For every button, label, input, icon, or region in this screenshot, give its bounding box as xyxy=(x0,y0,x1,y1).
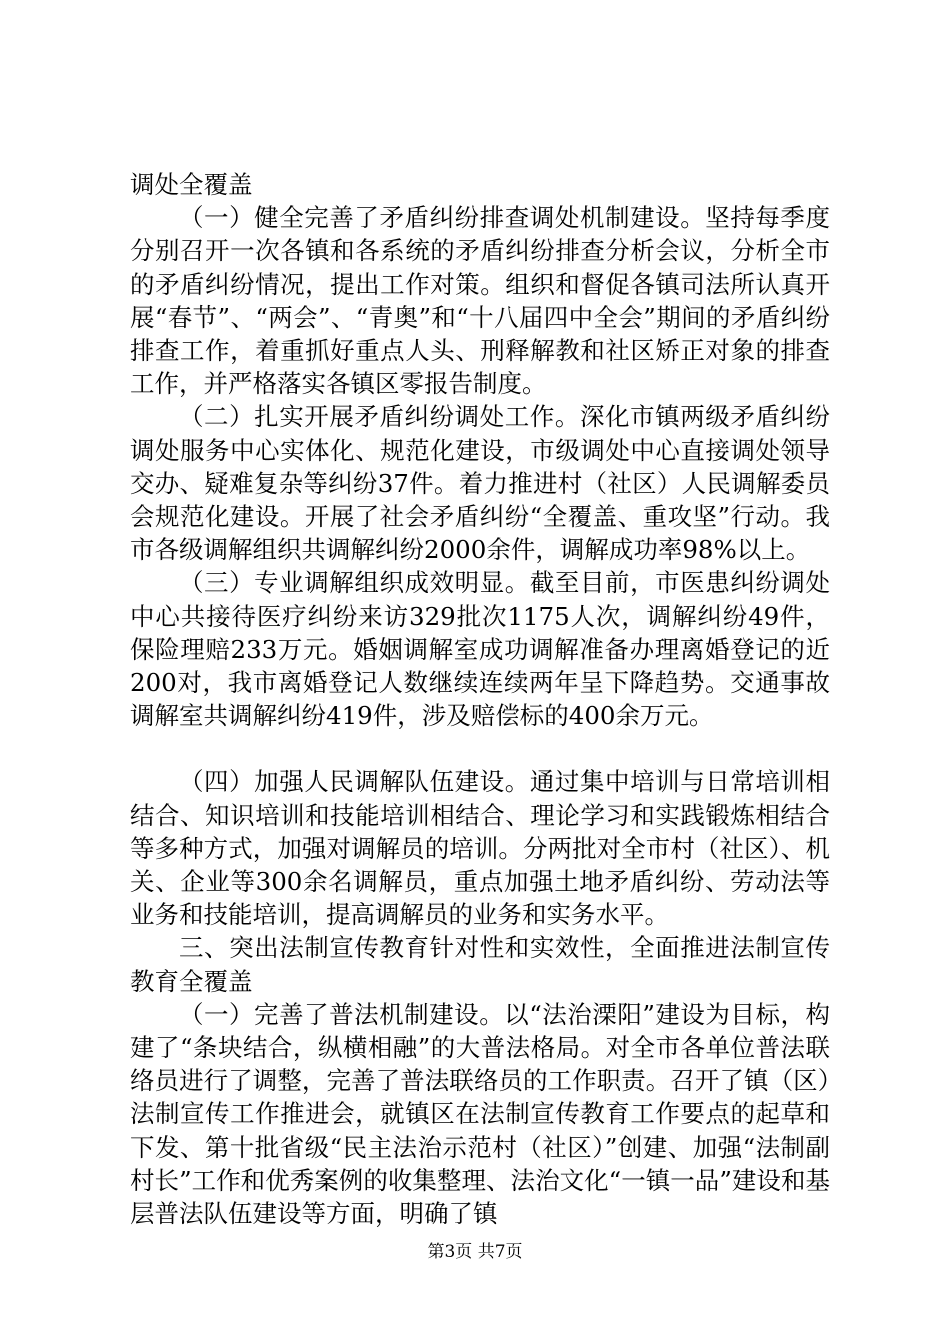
paragraph-heading-continuation: 调处全覆盖 xyxy=(130,170,253,199)
paragraph-legal-mechanism: （一）完善了普法机制建设。以“法治溧阳”建设为目标，构建了“条块结合，纵横相融”的大普法格局。对全市各单位普法联络员进行了调整，完善了普法联络员的工作职责。召开了镇（区）法制宣传工作推进会，就镇区在法制宣传教育工作要点的起草和下发、第十批省级“民主法治示范村（社区）”创建、加强“法制副村长”工作和优秀案例的收集整理、法治文化“一镇一品”建设和基层普法队伍建设等方面，明确了镇 xyxy=(130,999,830,1229)
page-number-footer: 第3页 共7页 xyxy=(427,1242,523,1262)
paragraph-gap xyxy=(130,732,830,765)
section-heading-legal-education: 三、突出法制宣传教育针对性和实效性，全面推进法制宣传教育全覆盖 xyxy=(130,933,830,996)
paragraph-mediator-team: （四）加强人民调解队伍建设。通过集中培训与日常培训相结合、知识培训和技能培训相结合、理论学习和实践锻炼相结合等多种方式，加强对调解员的培训。分两批对全市村（社区）、机关、企业等300余名调解员，重点加强土地矛盾纠纷、劳动法等业务和技能培训，提高调解员的业务和实务水平。 xyxy=(130,767,830,930)
paragraph-mediation-work: （二）扎实开展矛盾纠纷调处工作。深化市镇两级矛盾纠纷调处服务中心实体化、规范化建设，市级调处中心直接调处领导交办、疑难复杂等纠纷37件。着力推进村（社区）人民调解委员会规范化建设。开展了社会矛盾纠纷“全覆盖、重攻坚”行动。我市各级调解组织共调解纠纷2000余件，调解成功率98%以上。 xyxy=(130,402,830,565)
paragraph-mechanism: （一）健全完善了矛盾纠纷排查调处机制建设。坚持每季度分别召开一次各镇和各系统的矛盾纠纷排查分析会议，分析全市的矛盾纠纷情况，提出工作对策。组织和督促各镇司法所认真开展“春节”、“两会”、“青奥”和“十八届四中全会”期间的矛盾纠纷排查工作，着重抓好重点人头、刑释解教和社区矫正对象的排查工作，并严格落实各镇区零报告制度。 xyxy=(130,203,830,399)
document-body xyxy=(130,168,830,1230)
paragraph-professional-mediation: （三）专业调解组织成效明显。截至目前，市医患纠纷调处中心共接待医疗纠纷来访329批次1175人次，调解纠纷49件，保险理赔233万元。婚姻调解室成功调解准备办理离婚登记的近200对，我市离婚登记人数继续连续两年呈下降趋势。交通事故调解室共调解纠纷419件，涉及赔偿标的400余万元。 xyxy=(130,568,830,731)
